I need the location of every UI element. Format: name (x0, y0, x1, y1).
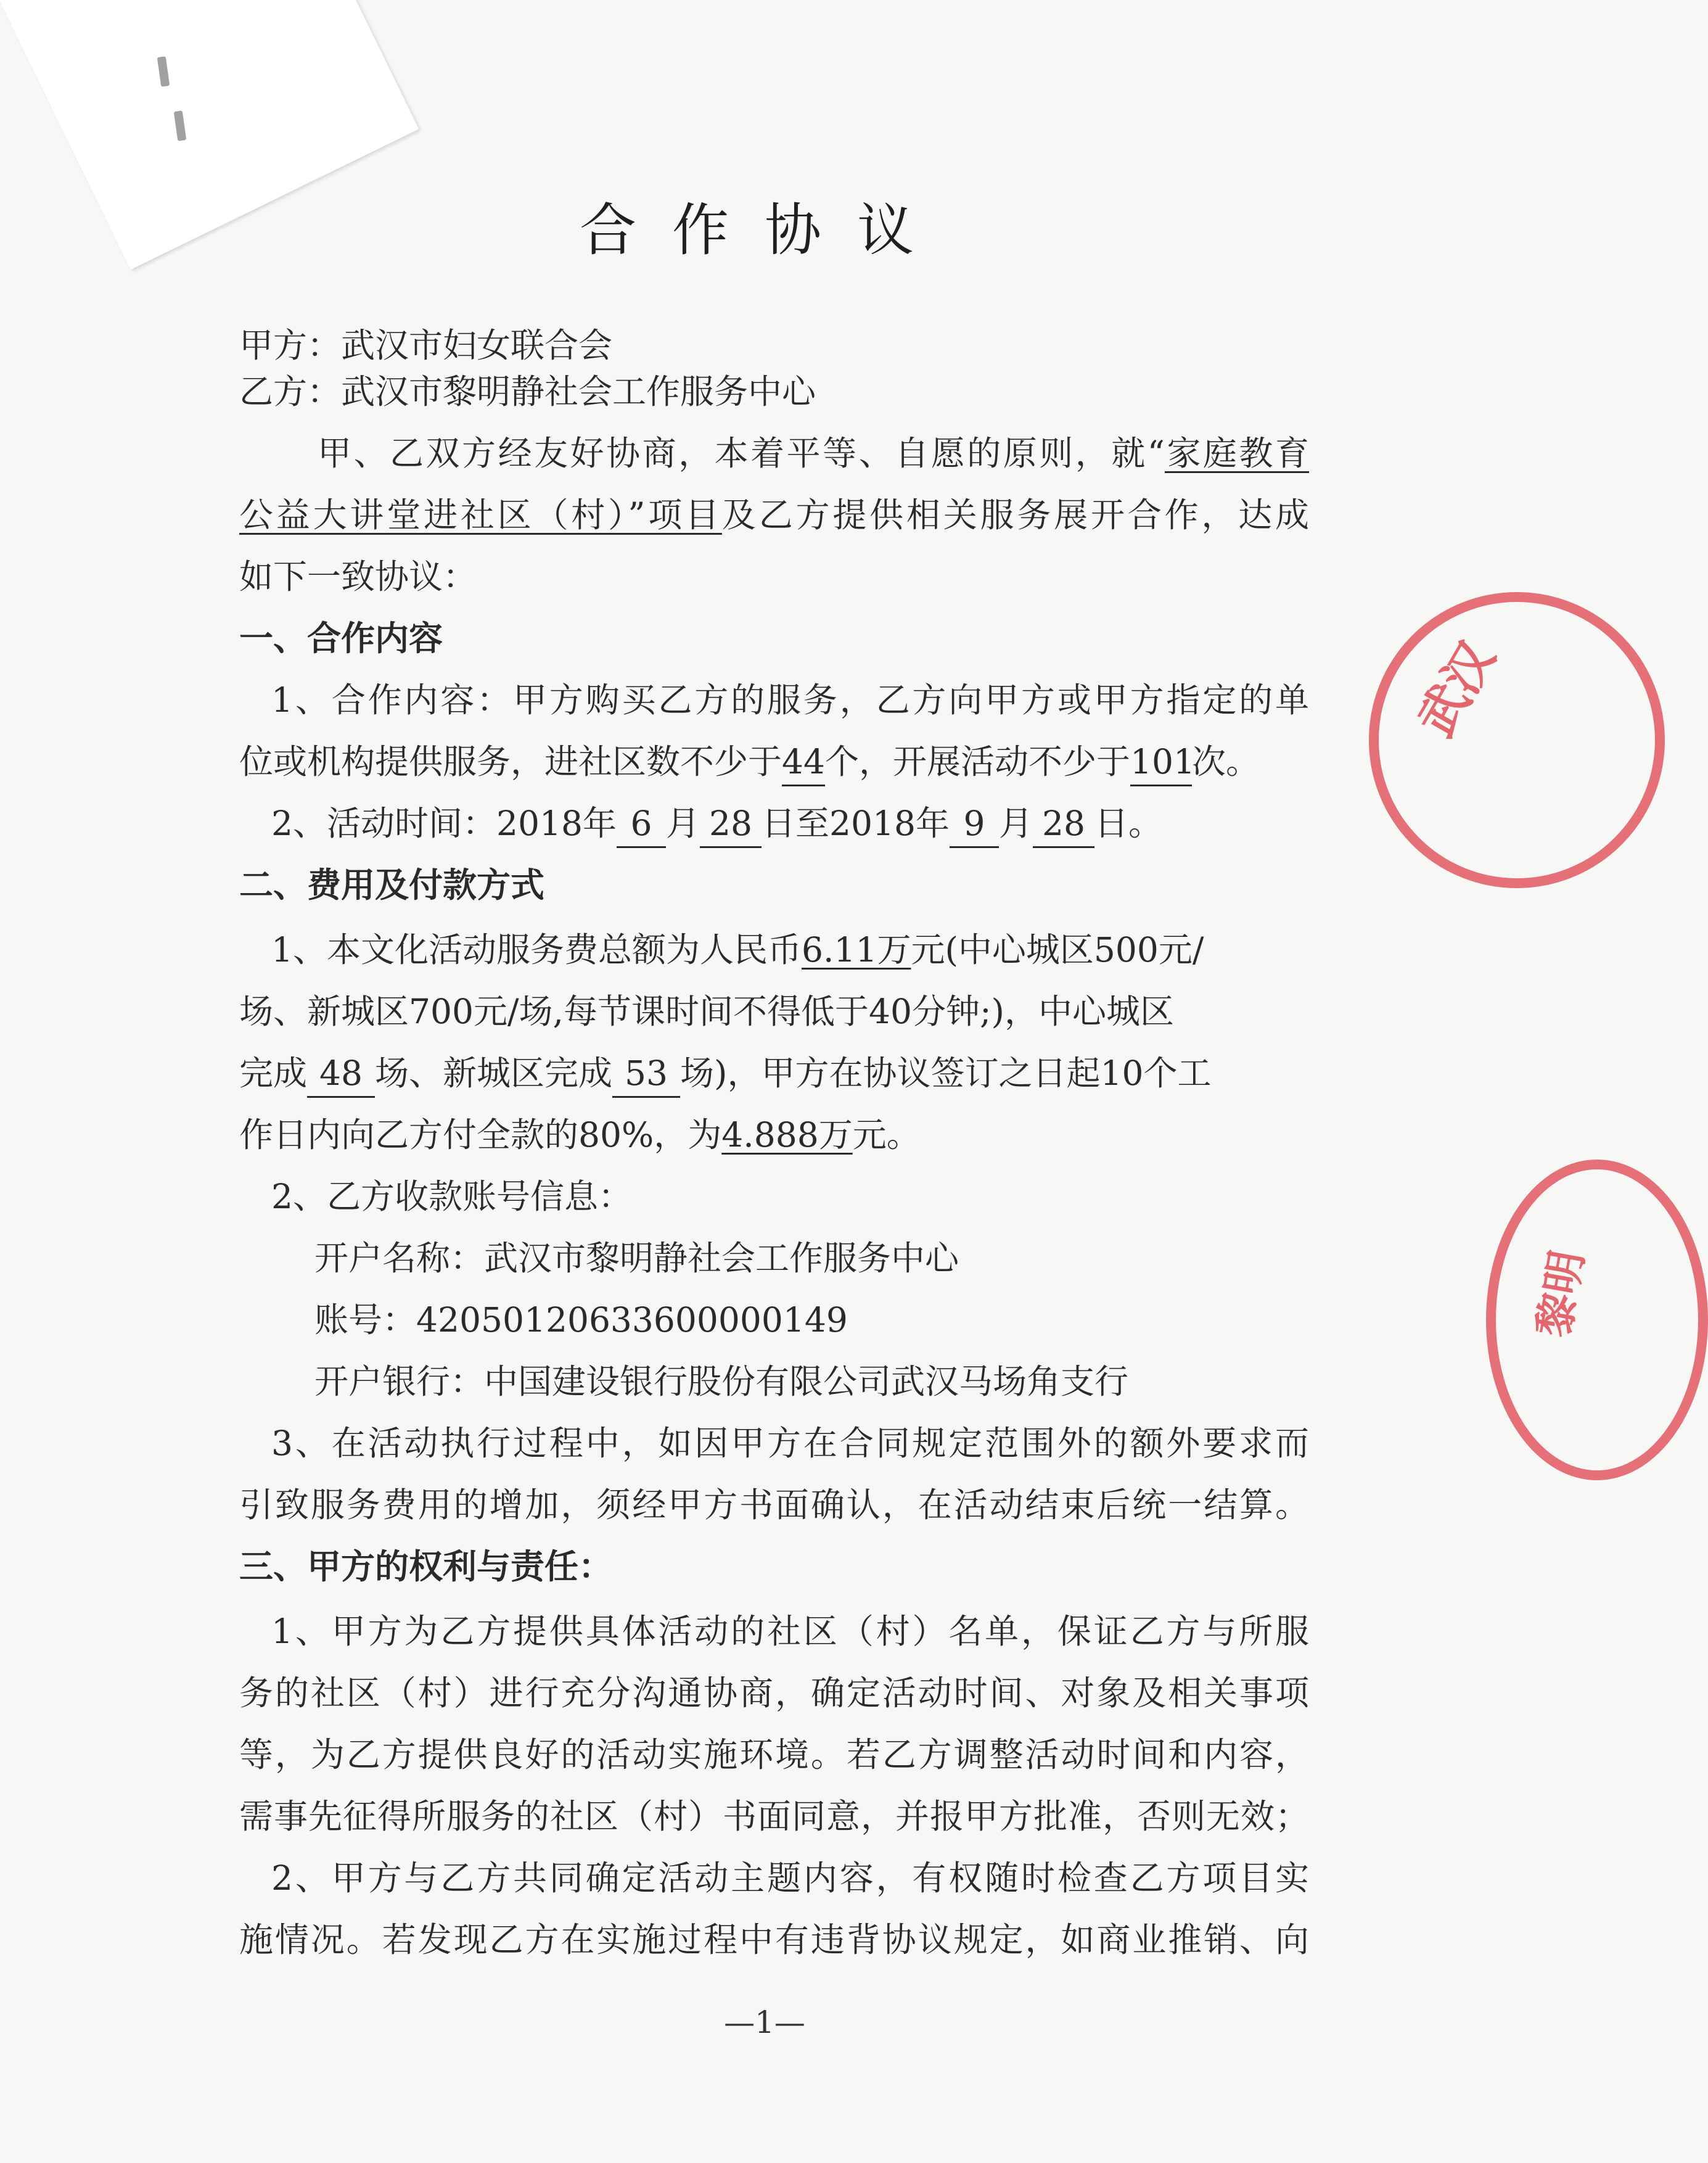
new-district-sessions: 53 (612, 1050, 680, 1098)
sec3-item2-line1: 2、甲方与乙方共同确定活动主题内容，有权随时检查乙方项目实 (271, 1858, 1309, 1898)
red-seal-stamp (1486, 1160, 1708, 1480)
account-name: 开户名称：武汉市黎明静社会工作服务中心 (314, 1238, 959, 1278)
communities-count: 44 (782, 739, 825, 786)
advance-payment: 4.888万 (721, 1115, 853, 1155)
red-seal-stamp (1369, 592, 1665, 888)
sec2-item1-line1: 1、本文化活动服务费总额为人民币6.11万元(中心城区500元/ (271, 930, 1204, 970)
sec3-item2-line2: 施情况。若发现乙方在实施过程中有违背协议规定，如商业推销、向 (239, 1920, 1309, 1959)
section-1-heading: 一、合作内容 (239, 618, 443, 658)
sec3-item1-line2: 务的社区（村）进行充分沟通协商，确定活动时间、对象及相关事项 (239, 1673, 1309, 1713)
sec2-item1-line2: 场、新城区700元/场,每节课时间不得低于40分钟;)，中心城区 (239, 992, 1174, 1031)
section-3-heading: 三、甲方的权利与责任： (239, 1546, 613, 1586)
party-b: 乙方：武汉市黎明静社会工作服务中心 (239, 372, 816, 411)
activities-count: 101 (1130, 739, 1192, 786)
total-fee: 6.11万 (802, 930, 911, 970)
sec3-item1-line4: 需事先征得所服务的社区（村）书面同意，并报甲方批准，否则无效； (239, 1797, 1309, 1836)
sec1-item1-line1: 1、合作内容：甲方购买乙方的服务，乙方向甲方或甲方指定的单 (271, 680, 1309, 720)
preamble-line-3: 如下一致协议： (239, 557, 477, 596)
section-2-heading: 二、费用及付款方式 (239, 865, 545, 905)
party-a: 甲方：武汉市妇女联合会 (239, 326, 613, 365)
sec2-item2: 2、乙方收款账号信息： (271, 1177, 632, 1216)
sec2-item3-line1: 3、在活动执行过程中，如因甲方在合同规定范围外的额外要求而 (271, 1423, 1309, 1463)
account-bank: 开户银行：中国建设银行股份有限公司武汉马场角支行 (314, 1362, 1129, 1401)
activity-period: 2、活动时间：2018年 6 月 28 日至2018年 9 月 28 日。 (271, 789, 1309, 857)
sec2-item3-line2: 引致服务费用的增加，须经甲方书面确认，在活动结束后统一结算。 (239, 1485, 1309, 1525)
urban-sessions: 48 (307, 1050, 375, 1098)
sec3-item1-line3: 等，为乙方提供良好的活动实施环境。若乙方调整活动时间和内容， (239, 1735, 1309, 1774)
document-title: 合作协议 (579, 197, 950, 263)
sec2-item1-line3: 完成 48 场、新城区完成 53 场)，甲方在协议签订之日起10个工 (239, 1039, 1309, 1107)
seal-text: 武汉 (1406, 631, 1506, 746)
sec3-item1-line1: 1、甲方为乙方提供具体活动的社区（村）名单，保证乙方与所服 (271, 1612, 1309, 1651)
account-number: 账号：42050120633600000149 (314, 1300, 848, 1340)
page-number: —1— (724, 2004, 805, 2040)
preamble-line-2: 公益大讲堂进社区（村）”项目及乙方提供相关服务展开合作，达成 (239, 495, 1309, 535)
preamble-line-1: 甲、乙双方经友好协商，本着平等、自愿的原则，就“家庭教育 (318, 434, 1309, 473)
sec2-item1-line4: 作日内向乙方付全款的80%，为4.888万元。 (239, 1115, 921, 1155)
seal-text: 黎明 (1527, 1246, 1593, 1341)
sec1-item1-line2: 位或机构提供服务，进社区数不少于44个，开展活动不少于101次。 (239, 728, 1309, 796)
